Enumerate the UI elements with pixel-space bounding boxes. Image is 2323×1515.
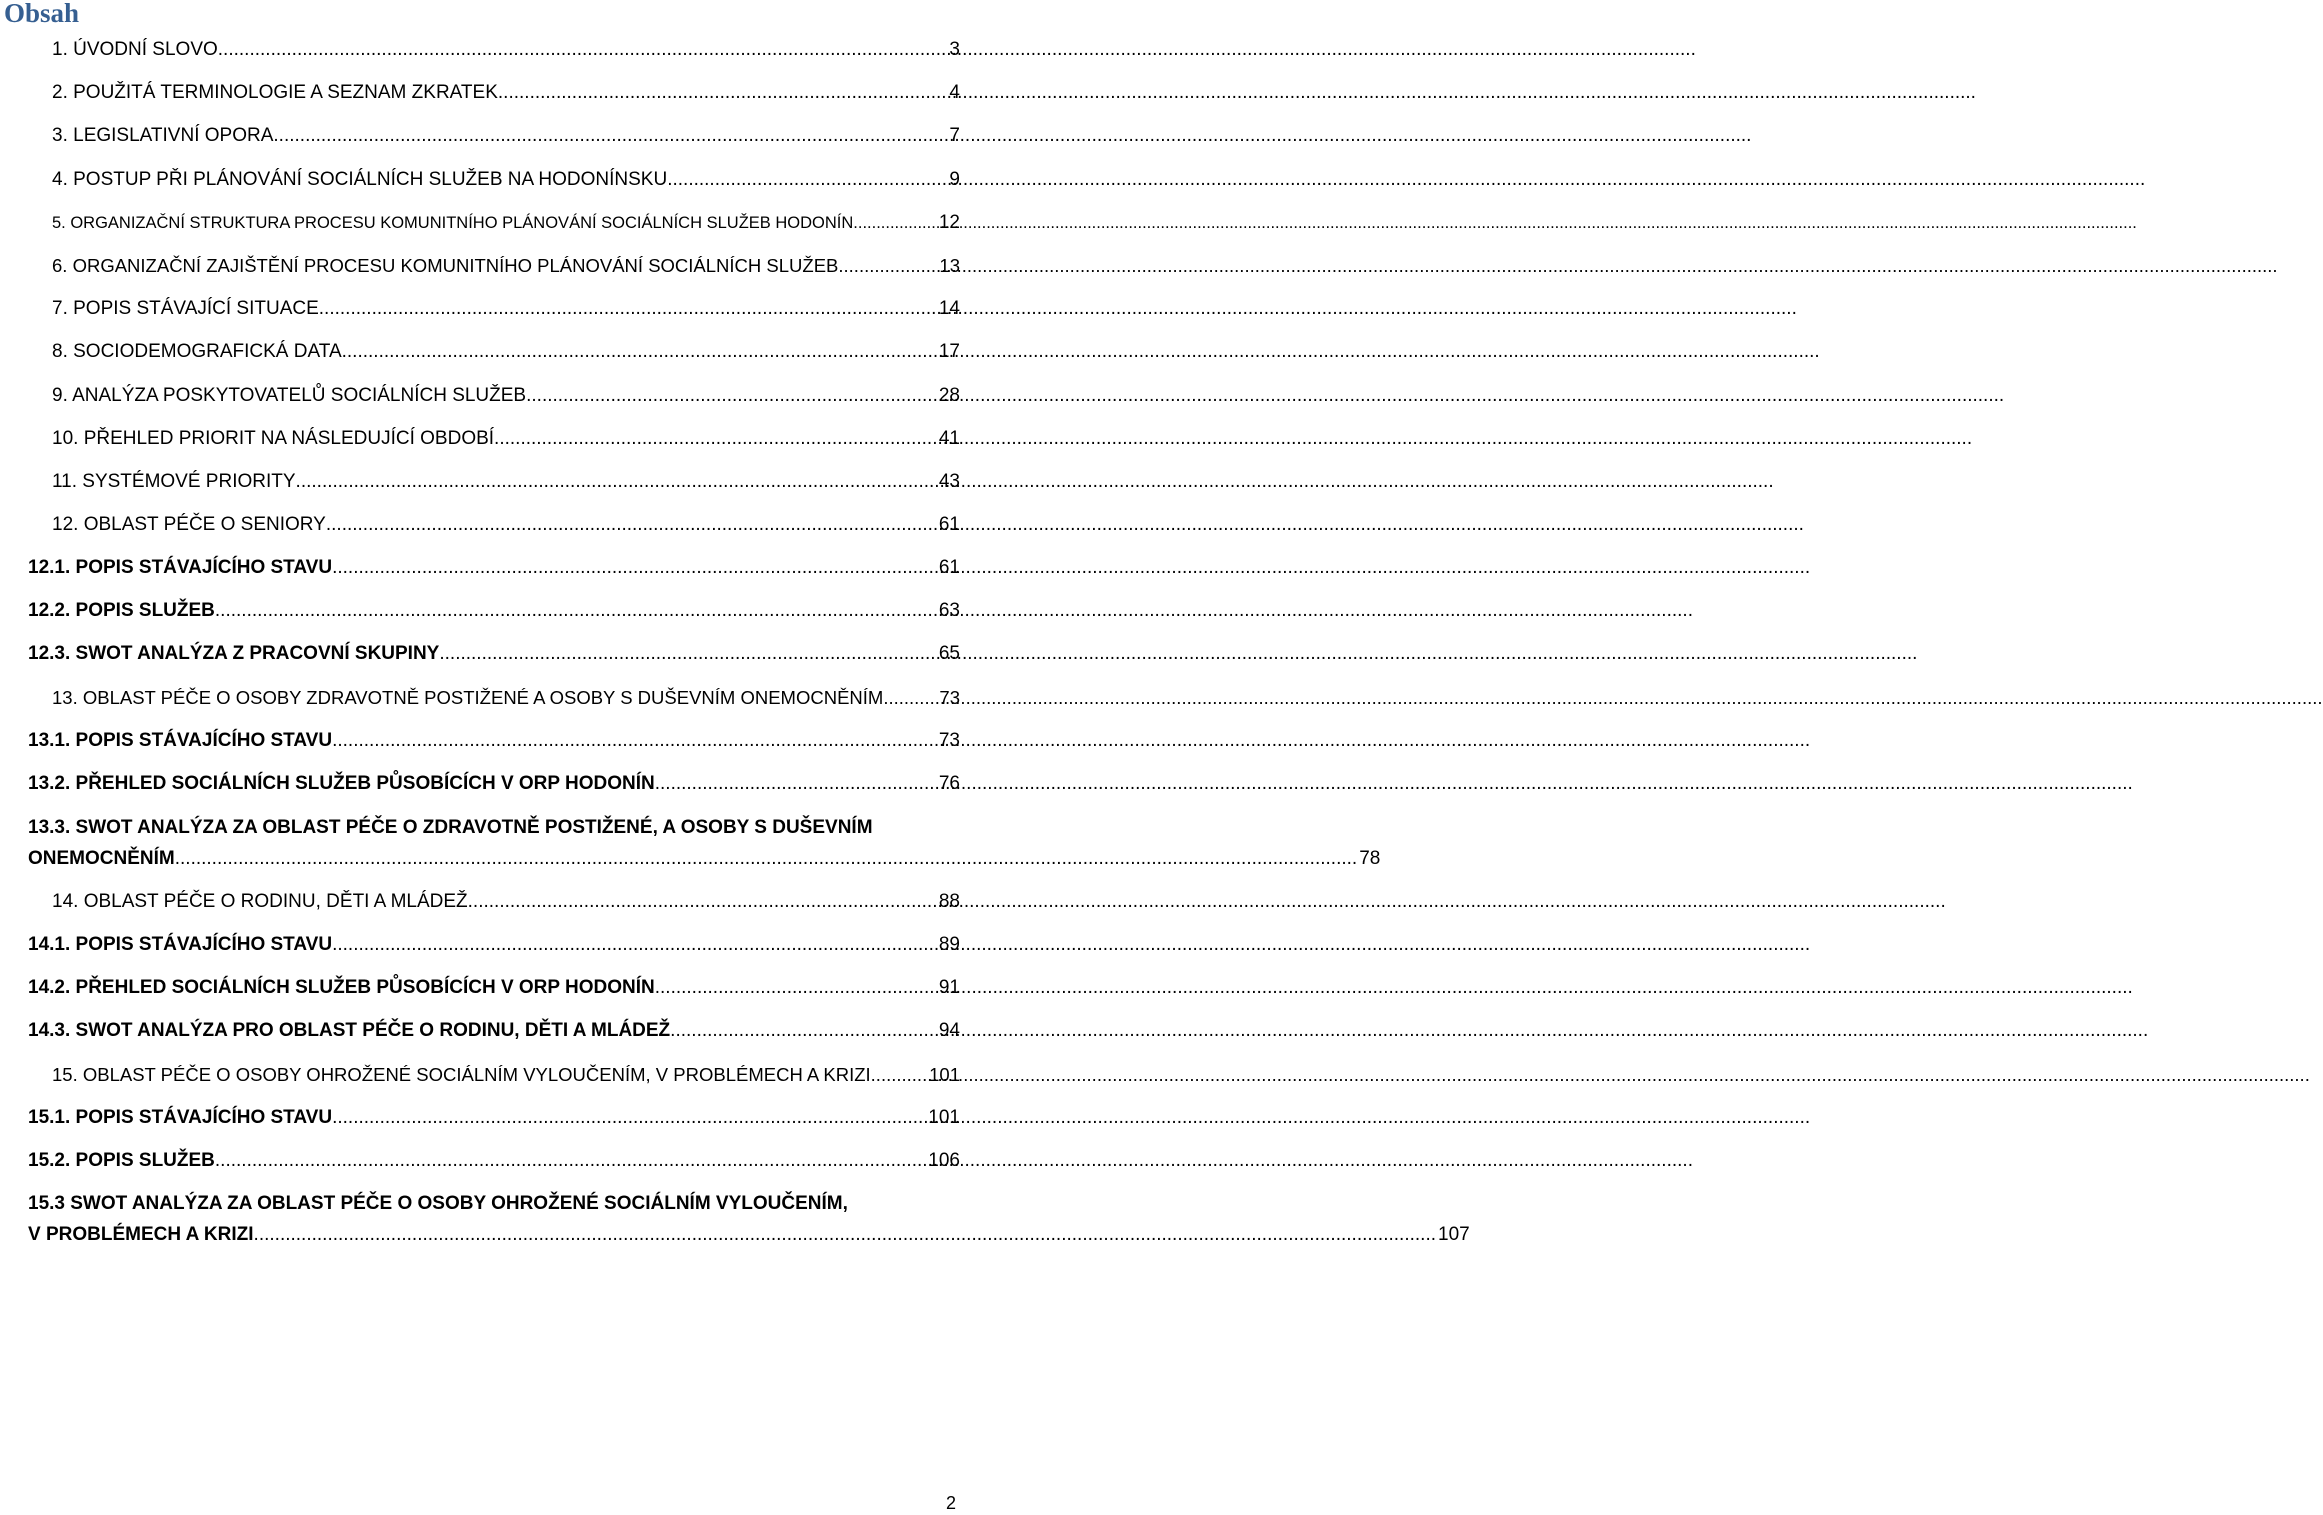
toc-entry[interactable]: [52, 513, 960, 537]
dot-leader: [215, 599, 937, 623]
toc-entry[interactable]: [52, 124, 960, 148]
toc-entry-page: 106: [928, 1150, 960, 1171]
toc-entry-label: 15.2. POPIS SLUŽEB: [28, 1150, 215, 1171]
dot-leader: [439, 642, 937, 666]
toc-entry[interactable]: [28, 729, 960, 753]
dot-leader: ................................................................................................................................................................................................................................: [253, 1224, 1436, 1245]
toc-entry-label: 3. LEGISLATIVNÍ OPORA: [52, 125, 274, 146]
toc-entry-page: 91: [938, 977, 960, 998]
toc-entry-page: 61: [938, 557, 960, 578]
toc-entry-page: 88: [938, 891, 960, 912]
toc-entry[interactable]: [28, 1019, 960, 1043]
toc-entry-page: 43: [938, 471, 960, 492]
toc-entry[interactable]: [52, 1063, 960, 1087]
dot-leader: [655, 772, 937, 796]
dot-leader: [273, 124, 947, 148]
dot-leader: ................................................................................................................................................................................................................................: [174, 848, 1358, 869]
toc-entry-label: 13.1. POPIS STÁVAJÍCÍHO STAVU: [28, 730, 333, 751]
toc-entry[interactable]: [28, 976, 960, 1000]
toc-entry[interactable]: [28, 642, 960, 666]
page-title: Obsah: [4, 0, 80, 28]
toc-entry[interactable]: [52, 340, 960, 364]
toc-entry-page: 78: [1359, 848, 1381, 869]
dot-leader: [326, 513, 937, 537]
toc-entry-label: 12.3. SWOT ANALÝZA Z PRACOVNÍ SKUPINY: [28, 643, 440, 664]
toc-entry[interactable]: [28, 1106, 960, 1130]
toc-entry-label: 8. SOCIODEMOGRAFICKÁ DATA: [52, 341, 342, 362]
toc-entry[interactable]: [28, 1149, 960, 1173]
dot-leader: [332, 933, 937, 957]
toc-entry-label: 6. ORGANIZAČNÍ ZAJIŠTĚNÍ PROCESU KOMUNITNÍHO PLÁNOVÁNÍ SOCIÁLNÍCH SLUŽEB: [52, 255, 839, 276]
dot-leader: [468, 890, 937, 914]
toc-entry-page: 101: [928, 1107, 960, 1128]
toc-entry-label: 11. SYSTÉMOVÉ PRIORITY: [52, 471, 296, 492]
toc-entry-label: ONEMOCNĚNÍM: [28, 848, 175, 869]
page-number: 2: [945, 1493, 956, 1513]
toc-entry-label: 12.1. POPIS STÁVAJÍCÍHO STAVU: [28, 557, 333, 578]
dot-leader: [853, 211, 937, 235]
toc-entry-label: V PROBLÉMECH A KRIZI: [28, 1224, 254, 1245]
toc-entry[interactable]: [52, 81, 960, 105]
toc-entry-page: 101: [929, 1064, 960, 1085]
toc-entry[interactable]: [52, 384, 960, 408]
dot-leader: [342, 340, 937, 364]
toc-entry[interactable]: [52, 254, 960, 278]
toc-entry-label: 1. ÚVODNÍ SLOVO: [52, 39, 218, 60]
toc-entry-label: 14.1. POPIS STÁVAJÍCÍHO STAVU: [28, 934, 333, 955]
toc-entry-page: 63: [938, 600, 960, 621]
dot-leader: [670, 1019, 937, 1043]
dot-leader: [319, 297, 937, 321]
toc-entry-page: 7: [949, 125, 960, 146]
toc-entry[interactable]: [52, 890, 960, 914]
dot-leader: [215, 1149, 926, 1173]
dot-leader: [332, 1106, 926, 1130]
toc-entry[interactable]: [52, 38, 960, 62]
dot-leader: [494, 427, 937, 451]
toc-entry-label: 10. PŘEHLED PRIORIT NA NÁSLEDUJÍCÍ OBDOBÍ: [52, 428, 495, 449]
toc-entry-page: 89: [938, 934, 960, 955]
toc-entry[interactable]: [28, 556, 960, 580]
toc-entry-page: 4: [949, 82, 960, 103]
toc-entry-page: 73: [938, 730, 960, 751]
toc-entry-page: 94: [938, 1020, 960, 1041]
toc-entry-page: 41: [938, 428, 960, 449]
dot-leader: [871, 1063, 927, 1087]
dot-leader: [526, 384, 937, 408]
toc-entry-page: 65: [938, 643, 960, 664]
dot-leader: [498, 81, 948, 105]
toc-entry-label: 7. POPIS STÁVAJÍCÍ SITUACE: [52, 298, 319, 319]
toc-entry-page: 3: [949, 39, 960, 60]
dot-leader: [218, 38, 948, 62]
toc-entry-label: 13.2. PŘEHLED SOCIÁLNÍCH SLUŽEB PŮSOBÍCÍCH V ORP HODONÍN: [28, 773, 655, 794]
toc-entry-label: 14. OBLAST PÉČE O RODINU, DĚTI A MLÁDEŽ: [52, 891, 468, 912]
toc-entry-label: 2. POUŽITÁ TERMINOLOGIE A SEZNAM ZKRATEK: [52, 82, 498, 103]
toc-entry-page: 14: [938, 298, 960, 319]
toc-entry-label: 15.1. POPIS STÁVAJÍCÍHO STAVU: [28, 1107, 333, 1128]
toc-entry-label: 15.3 SWOT ANALÝZA ZA OBLAST PÉČE O OSOBY OHROŽENÉ SOCIÁLNÍM VYLOUČENÍM,: [28, 1193, 848, 1214]
toc-entry-page: 12: [938, 212, 960, 233]
toc-entry-page: 76: [938, 773, 960, 794]
toc-entry-label: 12. OBLAST PÉČE O SENIORY: [52, 514, 326, 535]
toc-entry-page: 73: [939, 687, 960, 708]
dot-leader: [667, 168, 947, 192]
toc-entry-page: 107: [1438, 1224, 1470, 1245]
dot-leader: [332, 729, 937, 753]
toc-entry-label: 13. OBLAST PÉČE O OSOBY ZDRAVOTNĚ POSTIŽENÉ A OSOBY S DUŠEVNÍM ONEMOCNĚNÍM: [52, 687, 884, 708]
toc-entry-label: 4. POSTUP PŘI PLÁNOVÁNÍ SOCIÁLNÍCH SLUŽEB NA HODONÍNSKU: [52, 169, 668, 190]
toc-entry-page: 9: [949, 169, 960, 190]
toc-entry-label: 9. ANALÝZA POSKYTOVATELŮ SOCIÁLNÍCH SLUŽEB: [52, 385, 527, 406]
toc-entry-label: 15. OBLAST PÉČE O OSOBY OHROŽENÉ SOCIÁLNÍM VYLOUČENÍM, V PROBLÉMECH A KRIZI: [52, 1064, 871, 1085]
dot-leader: [296, 470, 937, 494]
toc-entry[interactable]: [28, 599, 960, 623]
dot-leader: [655, 976, 937, 1000]
dot-leader: [332, 556, 937, 580]
toc-entry[interactable]: [52, 686, 960, 710]
toc-entry-label: 13.3. SWOT ANALÝZA ZA OBLAST PÉČE O ZDRAVOTNĚ POSTIŽENÉ, A OSOBY S DUŠEVNÍM: [28, 817, 873, 838]
toc-entry[interactable]: [28, 812, 1381, 874]
toc-entry-page: 13: [939, 255, 960, 276]
toc-entry-label: 5. ORGANIZAČNÍ STRUKTURA PROCESU KOMUNITNÍHO PLÁNOVÁNÍ SOCIÁLNÍCH SLUŽEB HODONÍN: [52, 214, 854, 232]
toc-entry[interactable]: [52, 470, 960, 494]
toc-entry-label: 12.2. POPIS SLUŽEB: [28, 600, 215, 621]
dot-leader: [883, 686, 937, 710]
dot-leader: [838, 254, 937, 278]
toc-entry[interactable]: [52, 427, 960, 451]
toc-entry[interactable]: [28, 772, 960, 796]
toc-entry-page: 61: [938, 514, 960, 535]
toc-entry-label: 14.2. PŘEHLED SOCIÁLNÍCH SLUŽEB PŮSOBÍCÍCH V ORP HODONÍN: [28, 977, 655, 998]
toc-entry-page: 28: [938, 385, 960, 406]
toc-entry[interactable]: [52, 297, 960, 321]
toc-entry[interactable]: [52, 168, 960, 192]
toc-entry[interactable]: [28, 933, 960, 957]
toc-entry-label: 14.3. SWOT ANALÝZA PRO OBLAST PÉČE O RODINU, DĚTI A MLÁDEŽ: [28, 1020, 671, 1041]
toc-entry[interactable]: [52, 211, 960, 235]
toc-entry[interactable]: [28, 1188, 1470, 1250]
toc-entry-page: 17: [938, 341, 960, 362]
